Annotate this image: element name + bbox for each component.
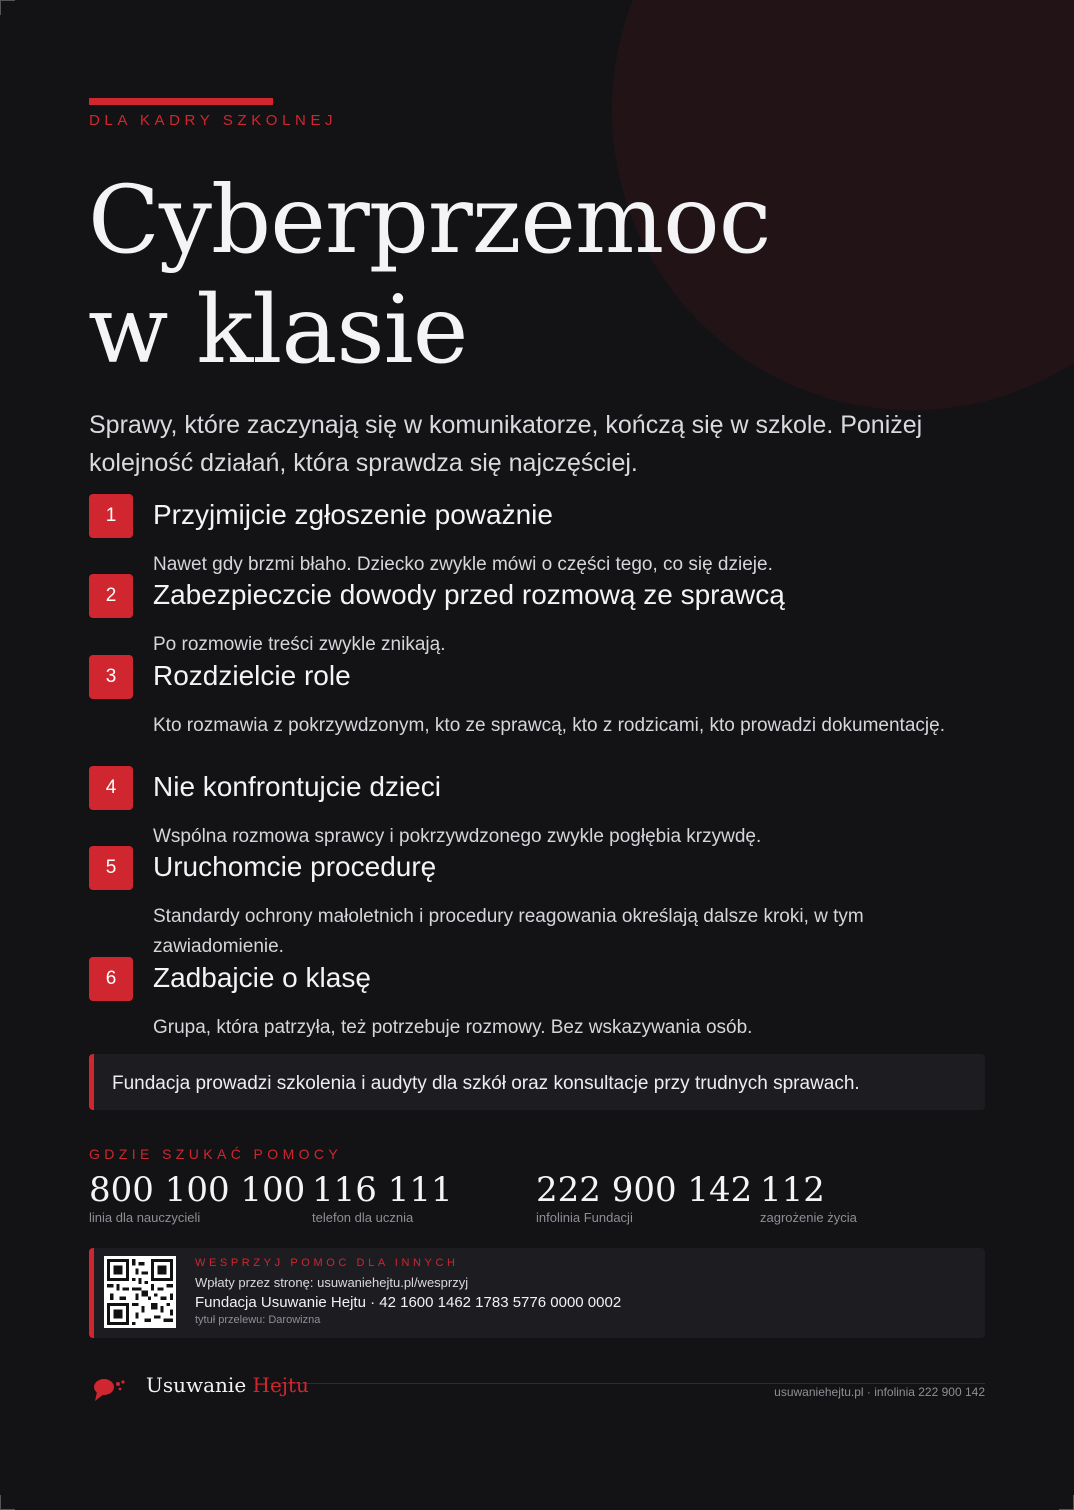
accent-bar xyxy=(89,98,273,105)
crop-mark xyxy=(0,0,15,15)
page-title xyxy=(88,166,770,386)
step-number-badge: 6 xyxy=(89,957,133,1001)
step-number-badge: 1 xyxy=(89,494,133,538)
brand-logo xyxy=(146,1373,309,1397)
step-number-badge: 4 xyxy=(89,766,133,810)
contact-number: 222 900 142 xyxy=(536,1170,753,1210)
contact-number: 800 100 100 xyxy=(89,1170,306,1210)
step-title: Zabezpieczcie dowody przed rozmową ze sprawcą xyxy=(153,579,785,610)
contact-label: linia dla nauczycieli xyxy=(89,1210,201,1225)
help-section-title: GDZIE SZUKAĆ POMOCY xyxy=(89,1146,343,1162)
crop-mark xyxy=(1059,1495,1074,1510)
step-title: Przyjmijcie zgłoszenie poważnie xyxy=(153,499,553,530)
support-title: WESPRZYJ POMOC DLA INNYCH xyxy=(195,1257,459,1269)
step-title: Uruchomcie procedurę xyxy=(153,851,437,882)
qr-code-icon[interactable] xyxy=(104,1256,176,1328)
step-number-badge: 2 xyxy=(89,574,133,618)
brand-name-part1: Usuwanie xyxy=(146,1373,253,1397)
foundation-note xyxy=(89,1054,985,1110)
contact-label: infolinia Fundacji xyxy=(536,1210,633,1225)
contact-number: 112 xyxy=(760,1170,825,1210)
support-bank-account: Fundacja Usuwanie Hejtu · 42 1600 1462 1783 5776 0000 0002 xyxy=(195,1294,622,1311)
footer-contact: usuwaniehejtu.pl · infolinia 222 900 142 xyxy=(774,1385,985,1399)
contact-number: 116 111 xyxy=(312,1170,453,1210)
footer-divider xyxy=(270,1383,985,1384)
foundation-note-text: Fundacja prowadzi szkolenia i audyty dla szkół oraz konsultacje przy trudnych sprawach. xyxy=(112,1073,860,1094)
support-panel xyxy=(89,1248,985,1338)
step-description: Po rozmowie treści zwykle znikają. xyxy=(153,634,446,655)
step-description: Kto rozmawia z pokrzywdzonym, kto ze sprawcą, kto z rodzicami, kto prowadzi dokumentację. xyxy=(153,715,945,736)
contact-foundation xyxy=(536,1170,752,1226)
contact-label: telefon dla ucznia xyxy=(312,1210,414,1225)
brand-name-part2: Hejtu xyxy=(252,1373,309,1397)
step-description: Nawet gdy brzmi błaho. Dziecko zwykle mówi o części tego, co się dzieje. xyxy=(153,554,773,575)
step-number-badge: 5 xyxy=(89,846,133,890)
title-line-1: Cyberprzemoc xyxy=(88,166,771,275)
step-description: Standardy ochrony małoletnich i procedury reagowania określają dalsze kroki, w tym zawiadomienie. xyxy=(153,906,864,957)
step-description: Wspólna rozmowa sprawcy i pokrzywdzonego zwykle pogłębia krzywdę. xyxy=(153,826,762,847)
contact-label: zagrożenie życia xyxy=(760,1210,857,1225)
support-payment-link[interactable]: Wpłaty przez stronę: usuwaniehejtu.pl/wesprzyj xyxy=(195,1275,469,1290)
step-number-badge: 3 xyxy=(89,655,133,699)
step-title: Rozdzielcie role xyxy=(153,660,351,691)
step-title: Nie konfrontujcie dzieci xyxy=(153,771,441,802)
lead-paragraph: Sprawy, które zaczynają się w komunikatorze, kończą się w szkole. Poniżej kolejność działań, która sprawdza się najczęściej. xyxy=(89,411,923,477)
kicker: DLA KADRY SZKOLNEJ xyxy=(89,112,338,129)
contact-emergency xyxy=(760,1170,857,1226)
step-description: Grupa, która patrzyła, też potrzebuje rozmowy. Bez wskazywania osób. xyxy=(153,1017,753,1038)
step-title: Zadbajcie o klasę xyxy=(153,962,371,993)
crop-mark xyxy=(0,1495,15,1510)
speech-bubble-logo-icon xyxy=(92,1376,126,1402)
support-transfer-title: tytuł przelewu: Darowizna xyxy=(195,1314,321,1326)
contact-teachers xyxy=(89,1170,305,1226)
title-line-2: w klasie xyxy=(88,276,468,385)
contact-students xyxy=(312,1170,453,1226)
